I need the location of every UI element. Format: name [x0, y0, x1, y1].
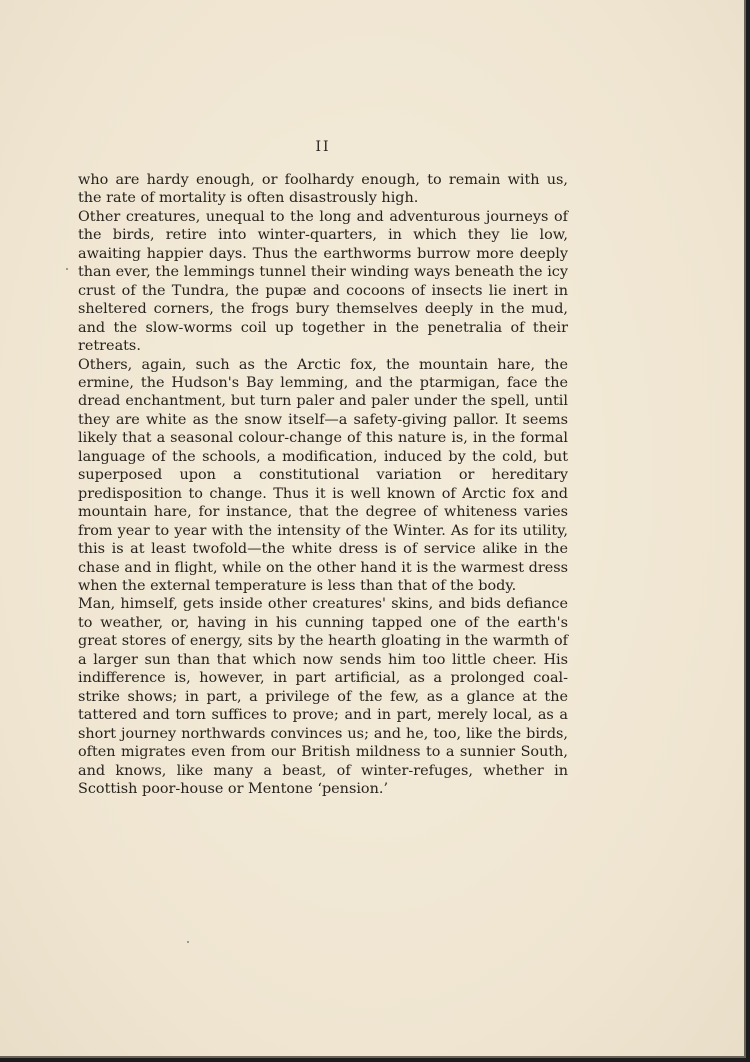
paper-speck	[187, 941, 189, 943]
paper-speck	[66, 268, 68, 270]
paragraph-2: Other creatures, unequal to the long and adventurous journeys of the birds, retire into winter-quarters, in which they lie low, awaiting happier days. Thus the earthworms burrow more deeply than ever, the lemmings tunnel their winding ways beneath the icy crust of the Tundra, the pupæ and cocoons of insects lie inert in sheltered corners, the frogs bury themselves deeply in the mud, and the slow-worms coil up together in the penetralia of their retreats.	[78, 208, 568, 355]
paragraph-4: Man, himself, gets inside other creatures' skins, and bids defiance to weather, or, having in his cunning tapped one of the earth's great stores of energy, sits by the hearth gloating in the warmth of a larger sun than that which now sends him too little cheer. His indifference is, however, in part artificial, as a prolonged coal-strike shows; in part, a privilege of the few, as a glance at the tattered and torn suffices to prove; and in part, merely local, as a short journey northwards convinces us; and he, too, like the birds, often migrates even from our British mildness to a sunnier South, and knows, like many a beast, of winter-refuges, whether in Scottish poor-house or Mentone ‘pension.’	[78, 596, 568, 797]
body-text	[78, 171, 568, 798]
paragraph-3: Others, again, such as the Arctic fox, the mountain hare, the ermine, the Hudson's Bay lemming, and the ptarmigan, face the dread enchantment, but turn paler and paler under the spell, until they are white as the snow itself—a safety-giving pallor. It seems likely that a seasonal colour-change of this nature is, in the formal language of the schools, a modification, induced by the cold, but superposed upon a constitutional variation or hereditary predisposition to change. Thus it is well known of Arctic fox and mountain hare, for instance, that the degree of whiteness varies from year to year with the intensity of the Winter. As for its utility, this is at least twofold—the white dress is of service alike in the chase and in flight, while on the other hand it is the warmest dress when the external temperature is less than that of the body.	[78, 356, 568, 594]
paragraph-1: who are hardy enough, or foolhardy enough, to remain with us, the rate of mortality is often disastrously high.	[78, 172, 568, 207]
page-number: II	[315, 139, 331, 155]
